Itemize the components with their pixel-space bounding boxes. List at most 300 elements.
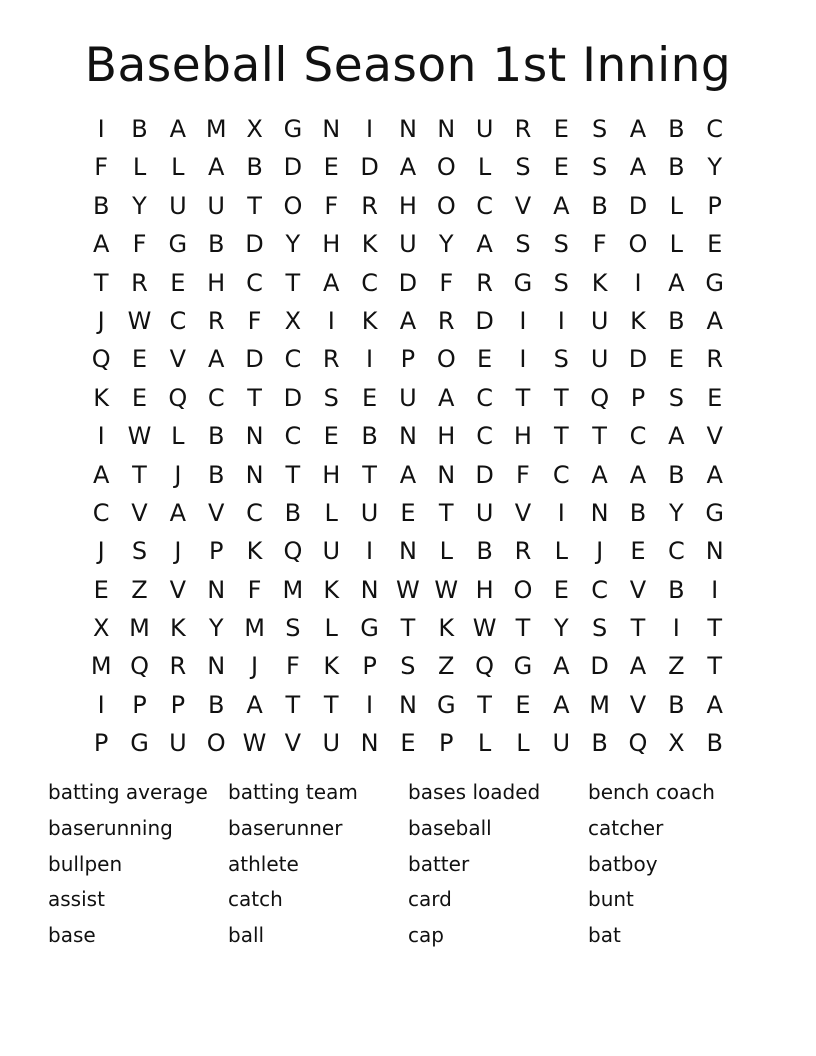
grid-letter: L [171,422,185,451]
grid-letter: U [322,537,341,566]
grid-letter: E [553,115,569,143]
grid-row [82,532,734,570]
grid-row [82,379,734,417]
grid-letter: J [596,537,604,566]
grid-letter: A [246,690,263,719]
grid-letter: E [515,690,531,719]
grid-letter: C [591,575,609,604]
grid-letter: A [399,460,417,489]
grid-letter: V [514,498,532,527]
grid-row [82,417,734,455]
grid-letter: T [285,268,301,297]
grid-letter: E [630,537,646,566]
grid-letter: J [251,652,259,681]
word-list [48,775,768,954]
grid-row [82,571,734,609]
grid-letter: Y [285,230,301,259]
grid-letter: S [400,652,416,681]
grid-letter: J [174,460,182,489]
grid-letter: N [245,460,264,489]
grid-letter: U [322,729,341,758]
grid-letter: C [706,115,724,143]
grid-letter: F [94,153,109,182]
grid-letter: A [553,191,570,220]
grid-letter: R [361,191,378,220]
grid-letter: M [589,690,610,719]
grid-letter: I [327,306,335,335]
grid-row [82,686,734,724]
grid-letter: P [707,191,722,220]
grid-letter: X [668,729,685,758]
grid-row [82,609,734,647]
grid-letter: S [553,345,569,374]
grid-letter: E [323,153,339,182]
grid-row [82,148,734,186]
grid-letter: U [590,345,609,374]
word-list-item: batboy [588,851,658,876]
grid-letter: T [553,383,569,412]
grid-letter: I [519,345,527,374]
grid-letter: H [207,268,226,297]
grid-letter: C [476,422,493,451]
word-list-item: bench coach [588,780,715,804]
grid-letter: C [552,460,570,489]
grid-letter: S [592,614,608,643]
grid-letter: C [284,422,302,451]
grid-letter: T [323,690,339,719]
grid-letter: S [668,383,684,412]
grid-letter: P [439,729,454,758]
grid-letter: P [93,729,109,758]
grid-letter: B [668,460,685,489]
grid-letter: N [705,537,724,566]
grid-letter: R [322,345,340,374]
grid-letter: J [174,537,182,566]
grid-letter: R [437,306,455,335]
grid-letter: E [131,345,148,374]
grid-letter: A [706,460,723,489]
grid-letter: B [668,690,685,719]
word-list-item: bullpen [48,851,123,876]
grid-letter: Y [668,498,684,527]
grid-letter: N [437,460,456,489]
grid-letter: S [131,537,148,566]
grid-letter: L [477,729,492,758]
grid-letter: D [283,153,303,182]
grid-row [82,456,734,494]
grid-letter: O [206,729,226,758]
word-list-item: athlete [228,851,299,876]
grid-letter: T [515,383,531,412]
grid-letter: B [591,191,608,220]
grid-letter: B [207,460,225,489]
grid-letter: M [244,614,265,643]
grid-letter: L [439,537,453,566]
grid-letter: F [285,652,300,681]
word-list-item: baserunning [48,815,173,840]
grid-letter: E [707,383,723,412]
grid-letter: O [436,345,456,374]
grid-letter: N [398,115,417,143]
grid-letter: H [513,422,532,451]
grid-letter: V [169,575,187,604]
grid-letter: K [169,614,186,643]
grid-letter: K [323,575,340,604]
grid-letter: G [283,115,303,143]
grid-row [82,110,734,148]
letter-grid [82,110,734,763]
grid-letter: Z [131,575,148,604]
grid-letter: P [208,537,224,566]
grid-letter: C [476,383,493,412]
grid-letter: V [629,690,647,719]
grid-letter: B [668,306,685,335]
grid-letter: K [438,614,455,643]
grid-letter: E [323,422,339,451]
grid-letter: E [400,729,416,758]
grid-letter: U [360,498,379,527]
grid-letter: T [400,614,416,643]
grid-letter: E [93,575,109,604]
grid-letter: D [475,306,494,335]
grid-letter: I [366,690,374,719]
grid-letter: I [672,614,680,643]
grid-letter: M [129,614,150,643]
grid-letter: L [669,191,684,220]
grid-letter: B [706,729,723,758]
grid-letter: R [514,537,532,566]
grid-letter: I [366,345,374,374]
grid-letter: U [399,383,417,412]
grid-letter: D [398,268,418,297]
grid-letter: C [246,498,263,527]
grid-letter: I [97,115,105,143]
grid-letter: M [282,575,304,604]
grid-letter: T [438,498,454,527]
word-list-item: catch [228,887,283,912]
grid-letter: N [398,690,417,719]
grid-letter: K [361,306,378,335]
grid-letter: W [242,729,267,758]
grid-letter: D [283,383,303,412]
grid-letter: S [285,614,301,643]
grid-letter: B [361,422,378,451]
grid-letter: N [207,575,226,604]
grid-letter: L [132,153,147,182]
grid-letter: F [592,230,607,259]
grid-letter: U [169,729,187,758]
grid-row [82,264,734,302]
grid-letter: A [629,153,647,182]
grid-letter: B [591,729,608,758]
grid-letter: U [590,306,609,335]
grid-letter: C [169,306,187,335]
grid-letter: W [472,614,497,643]
grid-letter: K [93,383,110,412]
grid-letter: R [706,345,724,374]
grid-letter: C [667,537,685,566]
grid-letter: B [207,230,225,259]
grid-letter: C [284,345,302,374]
grid-row [82,647,734,685]
grid-letter: D [628,191,648,220]
word-list-item: batting average [48,780,208,804]
grid-letter: E [707,230,723,259]
grid-letter: A [169,498,187,527]
grid-letter: A [629,652,647,681]
grid-letter: D [245,230,264,259]
grid-letter: D [475,460,494,489]
grid-letter: H [437,422,456,451]
grid-letter: W [127,306,152,335]
grid-letter: I [97,690,105,719]
grid-letter: B [207,690,225,719]
word-list-item: baserunner [228,815,343,840]
grid-letter: N [360,729,379,758]
grid-letter: P [132,690,147,719]
grid-letter: K [591,268,608,297]
grid-letter: I [634,268,642,297]
grid-letter: L [477,153,492,182]
grid-letter: K [630,306,646,335]
grid-letter: T [707,614,722,643]
grid-letter: R [476,268,493,297]
grid-letter: Z [438,652,455,681]
grid-letter: T [285,460,301,489]
grid-letter: L [516,729,530,758]
grid-letter: A [668,268,685,297]
grid-letter: V [169,345,187,374]
grid-letter: J [97,306,105,335]
grid-letter: Q [475,652,495,681]
grid-letter: X [246,115,263,143]
grid-letter: A [399,306,417,335]
grid-letter: T [553,422,569,451]
grid-letter: E [131,383,148,412]
grid-letter: A [92,460,110,489]
grid-letter: V [514,191,532,220]
grid-letter: Y [208,614,224,643]
grid-letter: R [514,115,532,143]
grid-letter: G [705,268,724,297]
grid-letter: K [361,230,378,259]
grid-letter: L [554,537,568,566]
grid-letter: H [322,460,341,489]
grid-letter: F [324,191,339,220]
grid-letter: U [552,729,571,758]
grid-letter: G [168,230,188,259]
grid-letter: A [591,460,608,489]
grid-letter: E [400,498,416,527]
grid-letter: G [513,268,533,297]
grid-letter: B [131,115,148,143]
grid-letter: P [362,652,377,681]
grid-row [82,225,734,263]
grid-letter: A [476,230,493,259]
grid-letter: F [132,230,147,259]
word-list-item: cap [408,923,444,948]
grid-letter: U [169,191,187,220]
grid-letter: T [707,652,722,681]
grid-letter: R [207,306,225,335]
grid-letter: W [127,422,152,451]
grid-letter: R [131,268,148,297]
grid-letter: P [170,690,186,719]
grid-letter: N [398,537,417,566]
grid-letter: H [475,575,494,604]
grid-letter: V [131,498,148,527]
grid-letter: N [360,575,379,604]
word-list-item: batting team [228,780,358,804]
grid-letter: Q [91,345,111,374]
grid-letter: N [322,115,341,143]
grid-letter: N [207,652,226,681]
word-list-item: baseball [408,815,492,840]
grid-letter: U [475,498,494,527]
word-list-item: bases loaded [408,780,541,804]
grid-letter: F [247,575,262,604]
grid-letter: Y [707,153,722,182]
grid-letter: T [93,268,109,297]
grid-letter: I [366,115,374,143]
grid-letter: W [396,575,420,604]
grid-row [82,302,734,340]
grid-row [82,187,734,225]
grid-letter: Q [628,729,648,758]
grid-letter: A [706,306,723,335]
grid-letter: E [553,153,569,182]
grid-letter: S [553,230,569,259]
grid-letter: U [399,230,417,259]
grid-letter: I [557,306,565,335]
grid-letter: O [283,191,303,220]
grid-letter: S [323,383,339,412]
grid-letter: S [553,268,569,297]
grid-letter: M [205,115,227,143]
grid-letter: Y [132,191,147,220]
grid-letter: J [97,537,105,566]
grid-letter: A [323,268,340,297]
grid-letter: A [553,652,570,681]
grid-letter: I [366,537,374,566]
grid-letter: F [439,268,454,297]
grid-letter: A [629,115,647,143]
word-list-item: assist [48,887,105,912]
grid-letter: A [629,460,647,489]
grid-letter: Q [130,652,149,681]
grid-letter: V [629,575,647,604]
grid-letter: B [284,498,302,527]
grid-letter: N [437,115,456,143]
grid-letter: P [400,345,416,374]
grid-letter: A [438,383,455,412]
grid-letter: N [590,498,609,527]
grid-letter: O [436,191,456,220]
grid-letter: G [130,729,149,758]
grid-letter: C [629,422,647,451]
grid-letter: V [284,729,302,758]
grid-letter: Q [590,383,610,412]
grid-letter: A [399,153,417,182]
grid-letter: A [169,115,187,143]
word-list-item: card [408,887,452,912]
grid-letter: B [668,575,685,604]
grid-letter: P [630,383,646,412]
word-list-item: bat [588,923,621,948]
puzzle-title: Baseball Season 1st Inning [84,38,732,93]
grid-letter: T [362,460,377,489]
grid-letter: G [705,498,724,527]
grid-letter: L [669,230,684,259]
grid-letter: T [592,422,607,451]
grid-letter: L [324,498,338,527]
grid-letter: S [515,230,531,259]
grid-letter: E [668,345,684,374]
grid-letter: E [477,345,493,374]
grid-letter: G [360,614,379,643]
grid-row [82,494,734,532]
word-list-item: catcher [588,815,664,840]
grid-letter: T [630,614,646,643]
grid-letter: I [557,498,565,527]
grid-letter: E [361,383,378,412]
grid-letter: B [629,498,647,527]
grid-letter: N [398,422,417,451]
grid-letter: O [436,153,456,182]
grid-row [82,340,734,378]
grid-letter: G [513,652,533,681]
grid-letter: X [284,306,302,335]
grid-letter: Z [668,652,685,681]
grid-letter: R [169,652,187,681]
grid-letter: A [207,345,225,374]
grid-letter: N [245,422,264,451]
word-list-item: base [48,923,96,948]
grid-letter: U [207,191,225,220]
grid-letter: A [668,422,685,451]
grid-letter: X [92,614,110,643]
grid-letter: U [475,115,494,143]
grid-letter: Q [168,383,188,412]
grid-letter: B [668,115,685,143]
grid-letter: T [285,690,301,719]
grid-letter: B [246,153,263,182]
grid-letter: A [92,230,110,259]
grid-letter: D [245,345,264,374]
grid-letter: K [323,652,340,681]
grid-letter: S [592,153,608,182]
grid-letter: B [92,191,110,220]
grid-letter: K [246,537,263,566]
grid-letter: I [97,422,105,451]
grid-letter: Y [553,614,569,643]
grid-letter: T [247,383,262,412]
grid-letter: Y [438,230,454,259]
grid-letter: L [324,614,338,643]
grid-letter: T [132,460,147,489]
grid-letter: I [711,575,719,604]
grid-letter: H [398,191,417,220]
grid-letter: D [628,345,648,374]
grid-letter: L [171,153,185,182]
grid-letter: B [207,422,225,451]
grid-row [82,724,734,762]
grid-letter: C [207,383,225,412]
grid-letter: F [247,306,262,335]
grid-letter: A [553,690,570,719]
grid-letter: H [322,230,341,259]
grid-letter: E [553,575,569,604]
